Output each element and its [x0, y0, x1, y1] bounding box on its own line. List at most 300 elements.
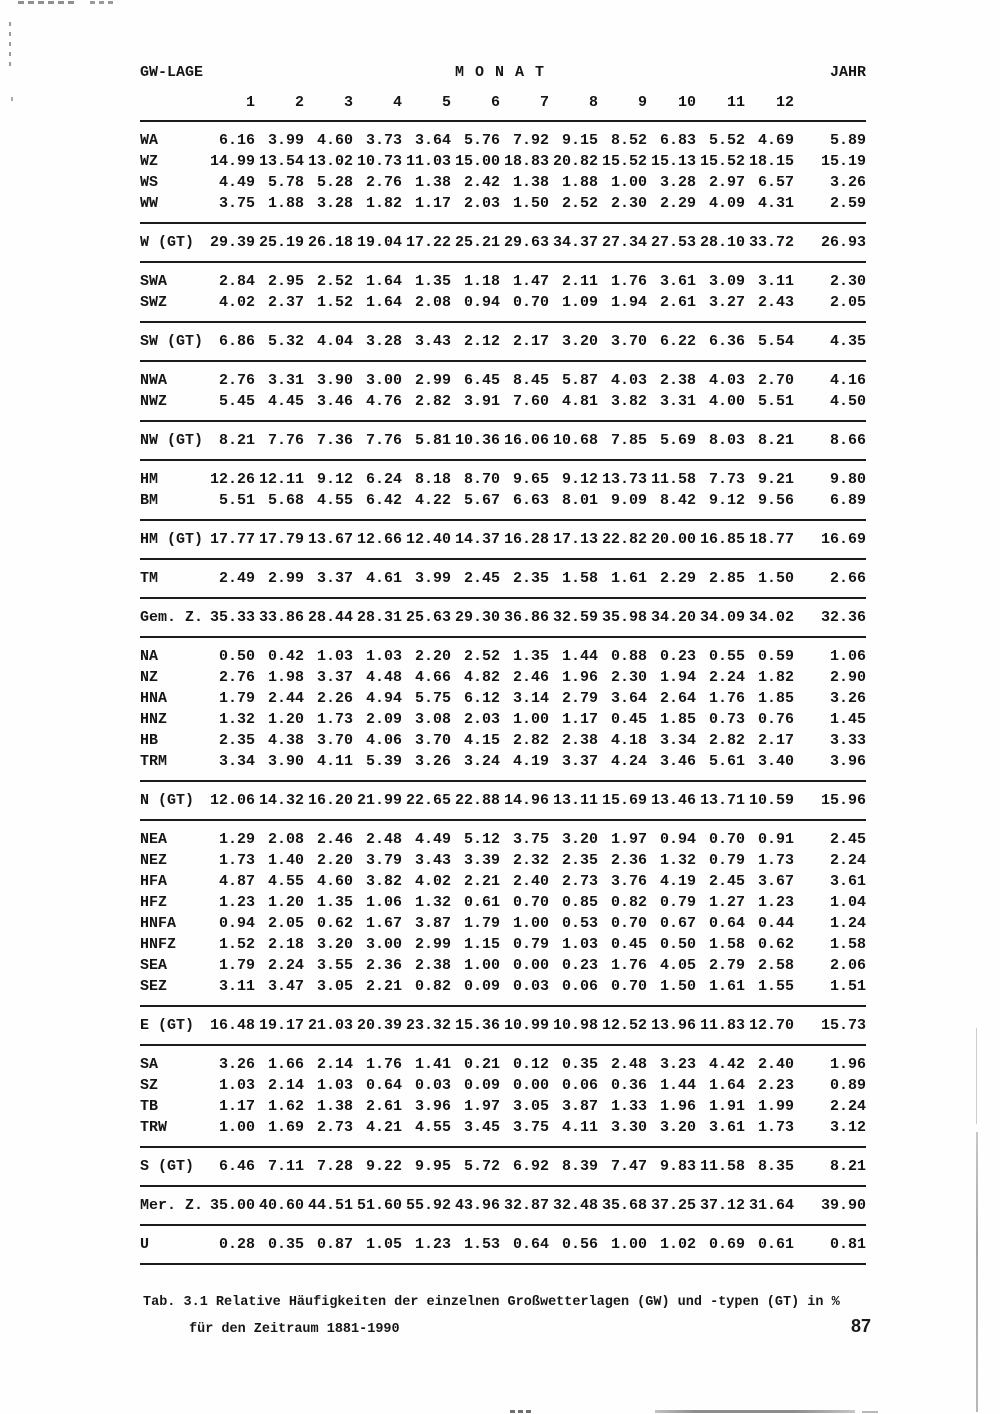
month-value: 3.82: [365, 873, 402, 890]
table-block-hm-total: [140, 520, 866, 559]
month-value: 3.67: [758, 873, 795, 890]
month-value: 6.24: [365, 471, 402, 488]
year-value: 2.45: [830, 831, 867, 848]
row-label: Gem. Z.: [140, 609, 204, 626]
month-value: 3.61: [659, 273, 696, 290]
month-value: 32.59: [552, 609, 598, 626]
month-value: 4.48: [365, 669, 402, 686]
year-value: 2.05: [830, 294, 867, 311]
month-value: 2.24: [267, 957, 304, 974]
month-value: 4.03: [708, 372, 745, 389]
month-value: 10.36: [454, 432, 500, 449]
month-value: 0.82: [610, 894, 647, 911]
month-value: 1.03: [561, 936, 598, 953]
month-value: 2.99: [414, 372, 451, 389]
month-value: 1.17: [414, 195, 451, 212]
month-value: 15.52: [601, 153, 647, 170]
table-row: [140, 667, 866, 688]
table-header-row: [140, 62, 866, 88]
month-value: 1.29: [218, 831, 255, 848]
month-value: 22.88: [454, 792, 500, 809]
table-row: [140, 490, 866, 520]
month-label: 7: [500, 88, 549, 121]
month-value: 0.62: [758, 936, 795, 953]
month-value: 0.61: [463, 894, 500, 911]
month-value: 4.19: [659, 873, 696, 890]
month-value: 1.96: [659, 1098, 696, 1115]
year-value: 1.04: [830, 894, 867, 911]
table-block-e-lagen: [140, 820, 866, 1006]
month-value: 13.54: [258, 153, 304, 170]
month-value: 2.84: [218, 273, 255, 290]
table-block-w-lagen: [140, 121, 866, 223]
month-value: 4.60: [316, 873, 353, 890]
table-row: [140, 913, 866, 934]
month-value: 4.55: [267, 873, 304, 890]
month-value: 5.87: [561, 372, 598, 389]
month-value: 3.28: [316, 195, 353, 212]
month-value: 0.35: [561, 1056, 598, 1073]
month-value: 0.91: [758, 831, 795, 848]
month-value: 0.45: [610, 711, 647, 728]
month-value: 2.23: [758, 1077, 795, 1094]
year-value: 1.58: [830, 936, 867, 953]
month-value: 4.11: [316, 753, 353, 770]
year-value: 26.93: [821, 234, 867, 251]
table-row: [140, 1147, 866, 1186]
month-value: 7.60: [512, 393, 549, 410]
month-value: 13.67: [307, 531, 353, 548]
month-value: 19.17: [258, 1017, 304, 1034]
month-value: 1.99: [758, 1098, 795, 1115]
month-value: 4.02: [414, 873, 451, 890]
month-value: 16.85: [699, 531, 745, 548]
month-value: 1.38: [316, 1098, 353, 1115]
month-value: 5.81: [414, 432, 451, 449]
month-value: 0.28: [218, 1236, 255, 1253]
year-value: 3.26: [830, 690, 867, 707]
month-value: 17.77: [209, 531, 255, 548]
month-value: 17.79: [258, 531, 304, 548]
row-label: Mer. Z.: [140, 1197, 204, 1214]
month-value: 14.37: [454, 531, 500, 548]
month-value: 3.45: [463, 1119, 500, 1136]
month-value: 3.90: [267, 753, 304, 770]
month-value: 3.20: [561, 831, 598, 848]
month-value: 0.79: [512, 936, 549, 953]
page-number: 87: [851, 1316, 872, 1336]
month-value: 1.58: [708, 936, 745, 953]
month-value: 2.29: [659, 570, 696, 587]
month-value: 2.37: [267, 294, 304, 311]
month-value: 5.51: [758, 393, 795, 410]
month-value: 0.82: [414, 978, 451, 995]
month-value: 34.09: [699, 609, 745, 626]
month-value: 36.86: [503, 609, 549, 626]
table-row: [140, 193, 866, 223]
month-value: 5.12: [463, 831, 500, 848]
month-value: 2.30: [610, 669, 647, 686]
month-value: 19.04: [356, 234, 402, 251]
month-value: 31.64: [749, 1197, 795, 1214]
month-value: 25.21: [454, 234, 500, 251]
table-block-tm: [140, 559, 866, 598]
month-value: 7.92: [512, 132, 549, 149]
row-label: WZ: [140, 153, 159, 170]
month-value: 2.76: [218, 372, 255, 389]
month-value: 1.03: [218, 1077, 255, 1094]
year-value: 39.90: [821, 1197, 867, 1214]
table-block-e-total: [140, 1006, 866, 1045]
month-value: 2.76: [365, 174, 402, 191]
month-value: 12.26: [209, 471, 255, 488]
month-value: 6.36: [708, 333, 745, 350]
month-value: 1.00: [512, 711, 549, 728]
scan-artifact: [90, 1, 114, 4]
month-value: 14.96: [503, 792, 549, 809]
month-value: 1.66: [267, 1056, 304, 1073]
year-value: 4.16: [830, 372, 867, 389]
month-value: 3.30: [610, 1119, 647, 1136]
month-value: 3.87: [414, 915, 451, 932]
month-value: 3.75: [512, 1119, 549, 1136]
table-row: [140, 1186, 866, 1225]
month-label: 9: [598, 88, 647, 121]
month-value: 2.26: [316, 690, 353, 707]
month-value: 2.42: [463, 174, 500, 191]
month-value: 4.00: [708, 393, 745, 410]
month-value: 3.76: [610, 873, 647, 890]
month-value: 20.00: [650, 531, 696, 548]
row-label: SZ: [140, 1077, 159, 1094]
table-row: [140, 871, 866, 892]
row-label: SA: [140, 1056, 159, 1073]
table-row: [140, 1006, 866, 1045]
caption-line-2: für den Zeitraum 1881-1990: [189, 1322, 400, 1337]
month-value: 10.98: [552, 1017, 598, 1034]
row-label: NWA: [140, 372, 168, 389]
month-value: 2.24: [708, 669, 745, 686]
month-value: 0.09: [463, 978, 500, 995]
scan-artifact: [976, 1028, 977, 1124]
month-value: 1.52: [316, 294, 353, 311]
month-value: 35.33: [209, 609, 255, 626]
year-value: 15.19: [821, 153, 867, 170]
month-value: 1.82: [758, 669, 795, 686]
month-value: 1.85: [659, 711, 696, 728]
month-value: 6.12: [463, 690, 500, 707]
month-value: 2.70: [758, 372, 795, 389]
month-value: 3.99: [267, 132, 304, 149]
row-label: TRM: [140, 753, 168, 770]
month-value: 18.83: [503, 153, 549, 170]
month-value: 40.60: [258, 1197, 304, 1214]
row-label: WW: [140, 195, 159, 212]
month-value: 1.58: [561, 570, 598, 587]
month-value: 2.08: [267, 831, 304, 848]
month-value: 0.03: [512, 978, 549, 995]
month-value: 1.35: [512, 648, 549, 665]
month-value: 0.70: [512, 294, 549, 311]
month-value: 2.97: [708, 174, 745, 191]
col-header-gw-lage: GW-LAGE: [140, 64, 204, 81]
month-value: 5.75: [414, 690, 451, 707]
month-value: 2.40: [512, 873, 549, 890]
month-value: 1.15: [463, 936, 500, 953]
month-value: 8.35: [758, 1158, 795, 1175]
month-value: 9.21: [758, 471, 795, 488]
month-value: 4.22: [414, 492, 451, 509]
month-value: 3.08: [414, 711, 451, 728]
table-block-meridionale-zirkulation: [140, 1186, 866, 1225]
month-value: 22.65: [405, 792, 451, 809]
month-value: 2.08: [414, 294, 451, 311]
month-value: 0.56: [561, 1236, 598, 1253]
month-value: 8.03: [708, 432, 745, 449]
table-row: [140, 751, 866, 781]
table-row: [140, 1225, 866, 1264]
table-block-s-lagen: [140, 1045, 866, 1147]
month-value: 2.76: [218, 669, 255, 686]
table-row: [140, 121, 866, 151]
month-value: 6.86: [218, 333, 255, 350]
month-value: 0.64: [512, 1236, 549, 1253]
month-value: 1.44: [659, 1077, 696, 1094]
month-value: 3.31: [659, 393, 696, 410]
month-value: 2.52: [463, 648, 500, 665]
month-value: 1.82: [365, 195, 402, 212]
year-value: 32.36: [821, 609, 867, 626]
month-value: 3.00: [365, 936, 402, 953]
month-value: 0.55: [708, 648, 745, 665]
table-block-hm-lagen: [140, 460, 866, 520]
spacer-cell: [794, 88, 866, 121]
row-label: NEZ: [140, 852, 168, 869]
row-label: W (GT): [140, 234, 195, 251]
month-value: 13.96: [650, 1017, 696, 1034]
month-value: 9.65: [512, 471, 549, 488]
month-value: 1.64: [365, 273, 402, 290]
month-value: 12.06: [209, 792, 255, 809]
table-block-gemischte-zirkulation: [140, 598, 866, 637]
month-value: 1.79: [463, 915, 500, 932]
row-label: TB: [140, 1098, 159, 1115]
month-value: 4.94: [365, 690, 402, 707]
month-value: 1.62: [267, 1098, 304, 1115]
year-value: 2.30: [830, 273, 867, 290]
month-value: 15.13: [650, 153, 696, 170]
table-block-n-lagen: [140, 637, 866, 781]
month-value: 1.73: [316, 711, 353, 728]
month-value: 10.68: [552, 432, 598, 449]
year-value: 0.89: [830, 1077, 867, 1094]
month-value: 1.76: [610, 957, 647, 974]
year-value: 15.96: [821, 792, 867, 809]
month-value: 8.21: [218, 432, 255, 449]
month-value: 12.40: [405, 531, 451, 548]
month-value: 37.25: [650, 1197, 696, 1214]
month-value: 1.53: [463, 1236, 500, 1253]
table-caption: [143, 1289, 903, 1343]
month-value: 35.68: [601, 1197, 647, 1214]
month-value: 3.55: [316, 957, 353, 974]
table-row: [140, 820, 866, 850]
month-value: 0.76: [758, 711, 795, 728]
month-value: 20.82: [552, 153, 598, 170]
year-value: 8.66: [830, 432, 867, 449]
month-value: 8.42: [659, 492, 696, 509]
month-value: 25.63: [405, 609, 451, 626]
month-value: 0.50: [218, 648, 255, 665]
month-value: 0.85: [561, 894, 598, 911]
month-value: 7.73: [708, 471, 745, 488]
month-value: 4.69: [758, 132, 795, 149]
month-value: 35.00: [209, 1197, 255, 1214]
row-label: SW (GT): [140, 333, 204, 350]
year-value: 2.59: [830, 195, 867, 212]
month-value: 12.70: [749, 1017, 795, 1034]
month-value: 1.23: [758, 894, 795, 911]
month-value: 10.99: [503, 1017, 549, 1034]
month-value: 1.73: [758, 1119, 795, 1136]
month-value: 17.22: [405, 234, 451, 251]
year-value: 2.24: [830, 852, 867, 869]
month-value: 2.64: [659, 690, 696, 707]
month-value: 1.85: [758, 690, 795, 707]
month-value: 3.37: [316, 669, 353, 686]
month-value: 3.23: [659, 1056, 696, 1073]
month-value: 7.76: [365, 432, 402, 449]
row-label: NWZ: [140, 393, 168, 410]
month-value: 0.50: [659, 936, 696, 953]
row-label: HFA: [140, 873, 168, 890]
month-value: 2.82: [708, 732, 745, 749]
month-value: 3.20: [316, 936, 353, 953]
year-value: 2.06: [830, 957, 867, 974]
month-value: 1.20: [267, 711, 304, 728]
month-value: 4.76: [365, 393, 402, 410]
table-row: [140, 850, 866, 871]
month-value: 0.21: [463, 1056, 500, 1073]
month-value: 2.21: [365, 978, 402, 995]
month-value: 2.73: [561, 873, 598, 890]
month-value: 1.32: [414, 894, 451, 911]
table-block-sw-total: [140, 322, 866, 361]
table-row: [140, 976, 866, 1006]
table-row: [140, 730, 866, 751]
month-value: 9.15: [561, 132, 598, 149]
month-value: 4.60: [316, 132, 353, 149]
month-value: 3.61: [708, 1119, 745, 1136]
month-value: 8.18: [414, 471, 451, 488]
month-value: 5.68: [267, 492, 304, 509]
month-value: 2.48: [610, 1056, 647, 1073]
month-value: 1.18: [463, 273, 500, 290]
month-value: 5.51: [218, 492, 255, 509]
month-label: 4: [353, 88, 402, 121]
table-row: [140, 1096, 866, 1117]
table-block-sw-lagen: [140, 262, 866, 322]
month-value: 29.63: [503, 234, 549, 251]
month-value: 3.05: [316, 978, 353, 995]
month-value: 2.03: [463, 195, 500, 212]
table-row: [140, 559, 866, 598]
table-row: [140, 262, 866, 292]
month-value: 1.23: [414, 1236, 451, 1253]
month-value: 3.26: [414, 753, 451, 770]
month-value: 3.34: [659, 732, 696, 749]
month-value: 1.33: [610, 1098, 647, 1115]
month-value: 3.75: [218, 195, 255, 212]
month-value: 2.95: [267, 273, 304, 290]
month-value: 21.99: [356, 792, 402, 809]
month-label: 2: [255, 88, 304, 121]
row-label: N (GT): [140, 792, 195, 809]
month-value: 12.52: [601, 1017, 647, 1034]
month-value: 3.09: [708, 273, 745, 290]
month-value: 16.20: [307, 792, 353, 809]
month-value: 13.46: [650, 792, 696, 809]
month-value: 21.03: [307, 1017, 353, 1034]
month-value: 7.11: [267, 1158, 304, 1175]
month-value: 16.06: [503, 432, 549, 449]
table-block-s-total: [140, 1147, 866, 1186]
month-value: 2.35: [512, 570, 549, 587]
month-value: 2.52: [561, 195, 598, 212]
col-header-monat: M O N A T: [455, 64, 546, 81]
month-value: 29.30: [454, 609, 500, 626]
scan-artifact: [510, 1410, 532, 1413]
year-value: 3.61: [830, 873, 867, 890]
month-value: 3.70: [414, 732, 451, 749]
month-value: 1.17: [561, 711, 598, 728]
row-label: WS: [140, 174, 159, 191]
month-value: 14.32: [258, 792, 304, 809]
month-value: 0.70: [708, 831, 745, 848]
row-label: HB: [140, 732, 159, 749]
month-value: 0.87: [316, 1236, 353, 1253]
table-block-n-total: [140, 781, 866, 820]
month-label: 3: [304, 88, 353, 121]
month-value: 1.94: [610, 294, 647, 311]
month-value: 0.67: [659, 915, 696, 932]
month-value: 6.46: [218, 1158, 255, 1175]
month-value: 0.70: [610, 978, 647, 995]
month-value: 2.35: [218, 732, 255, 749]
month-value: 2.43: [758, 294, 795, 311]
month-value: 13.71: [699, 792, 745, 809]
month-value: 4.49: [218, 174, 255, 191]
month-value: 0.44: [758, 915, 795, 932]
month-value: 8.39: [561, 1158, 598, 1175]
table-row: [140, 391, 866, 421]
month-value: 4.49: [414, 831, 451, 848]
year-value: 3.96: [830, 753, 867, 770]
month-value: 4.38: [267, 732, 304, 749]
row-label: NW (GT): [140, 432, 204, 449]
month-value: 0.06: [561, 978, 598, 995]
month-value: 2.03: [463, 711, 500, 728]
row-label: BM: [140, 492, 159, 509]
month-value: 20.39: [356, 1017, 402, 1034]
table-row: [140, 1045, 866, 1075]
month-value: 10.73: [356, 153, 402, 170]
row-label: U: [140, 1236, 150, 1253]
month-value: 1.20: [267, 894, 304, 911]
month-value: 6.45: [463, 372, 500, 389]
month-value: 6.83: [659, 132, 696, 149]
month-numbers-row: [140, 88, 866, 121]
